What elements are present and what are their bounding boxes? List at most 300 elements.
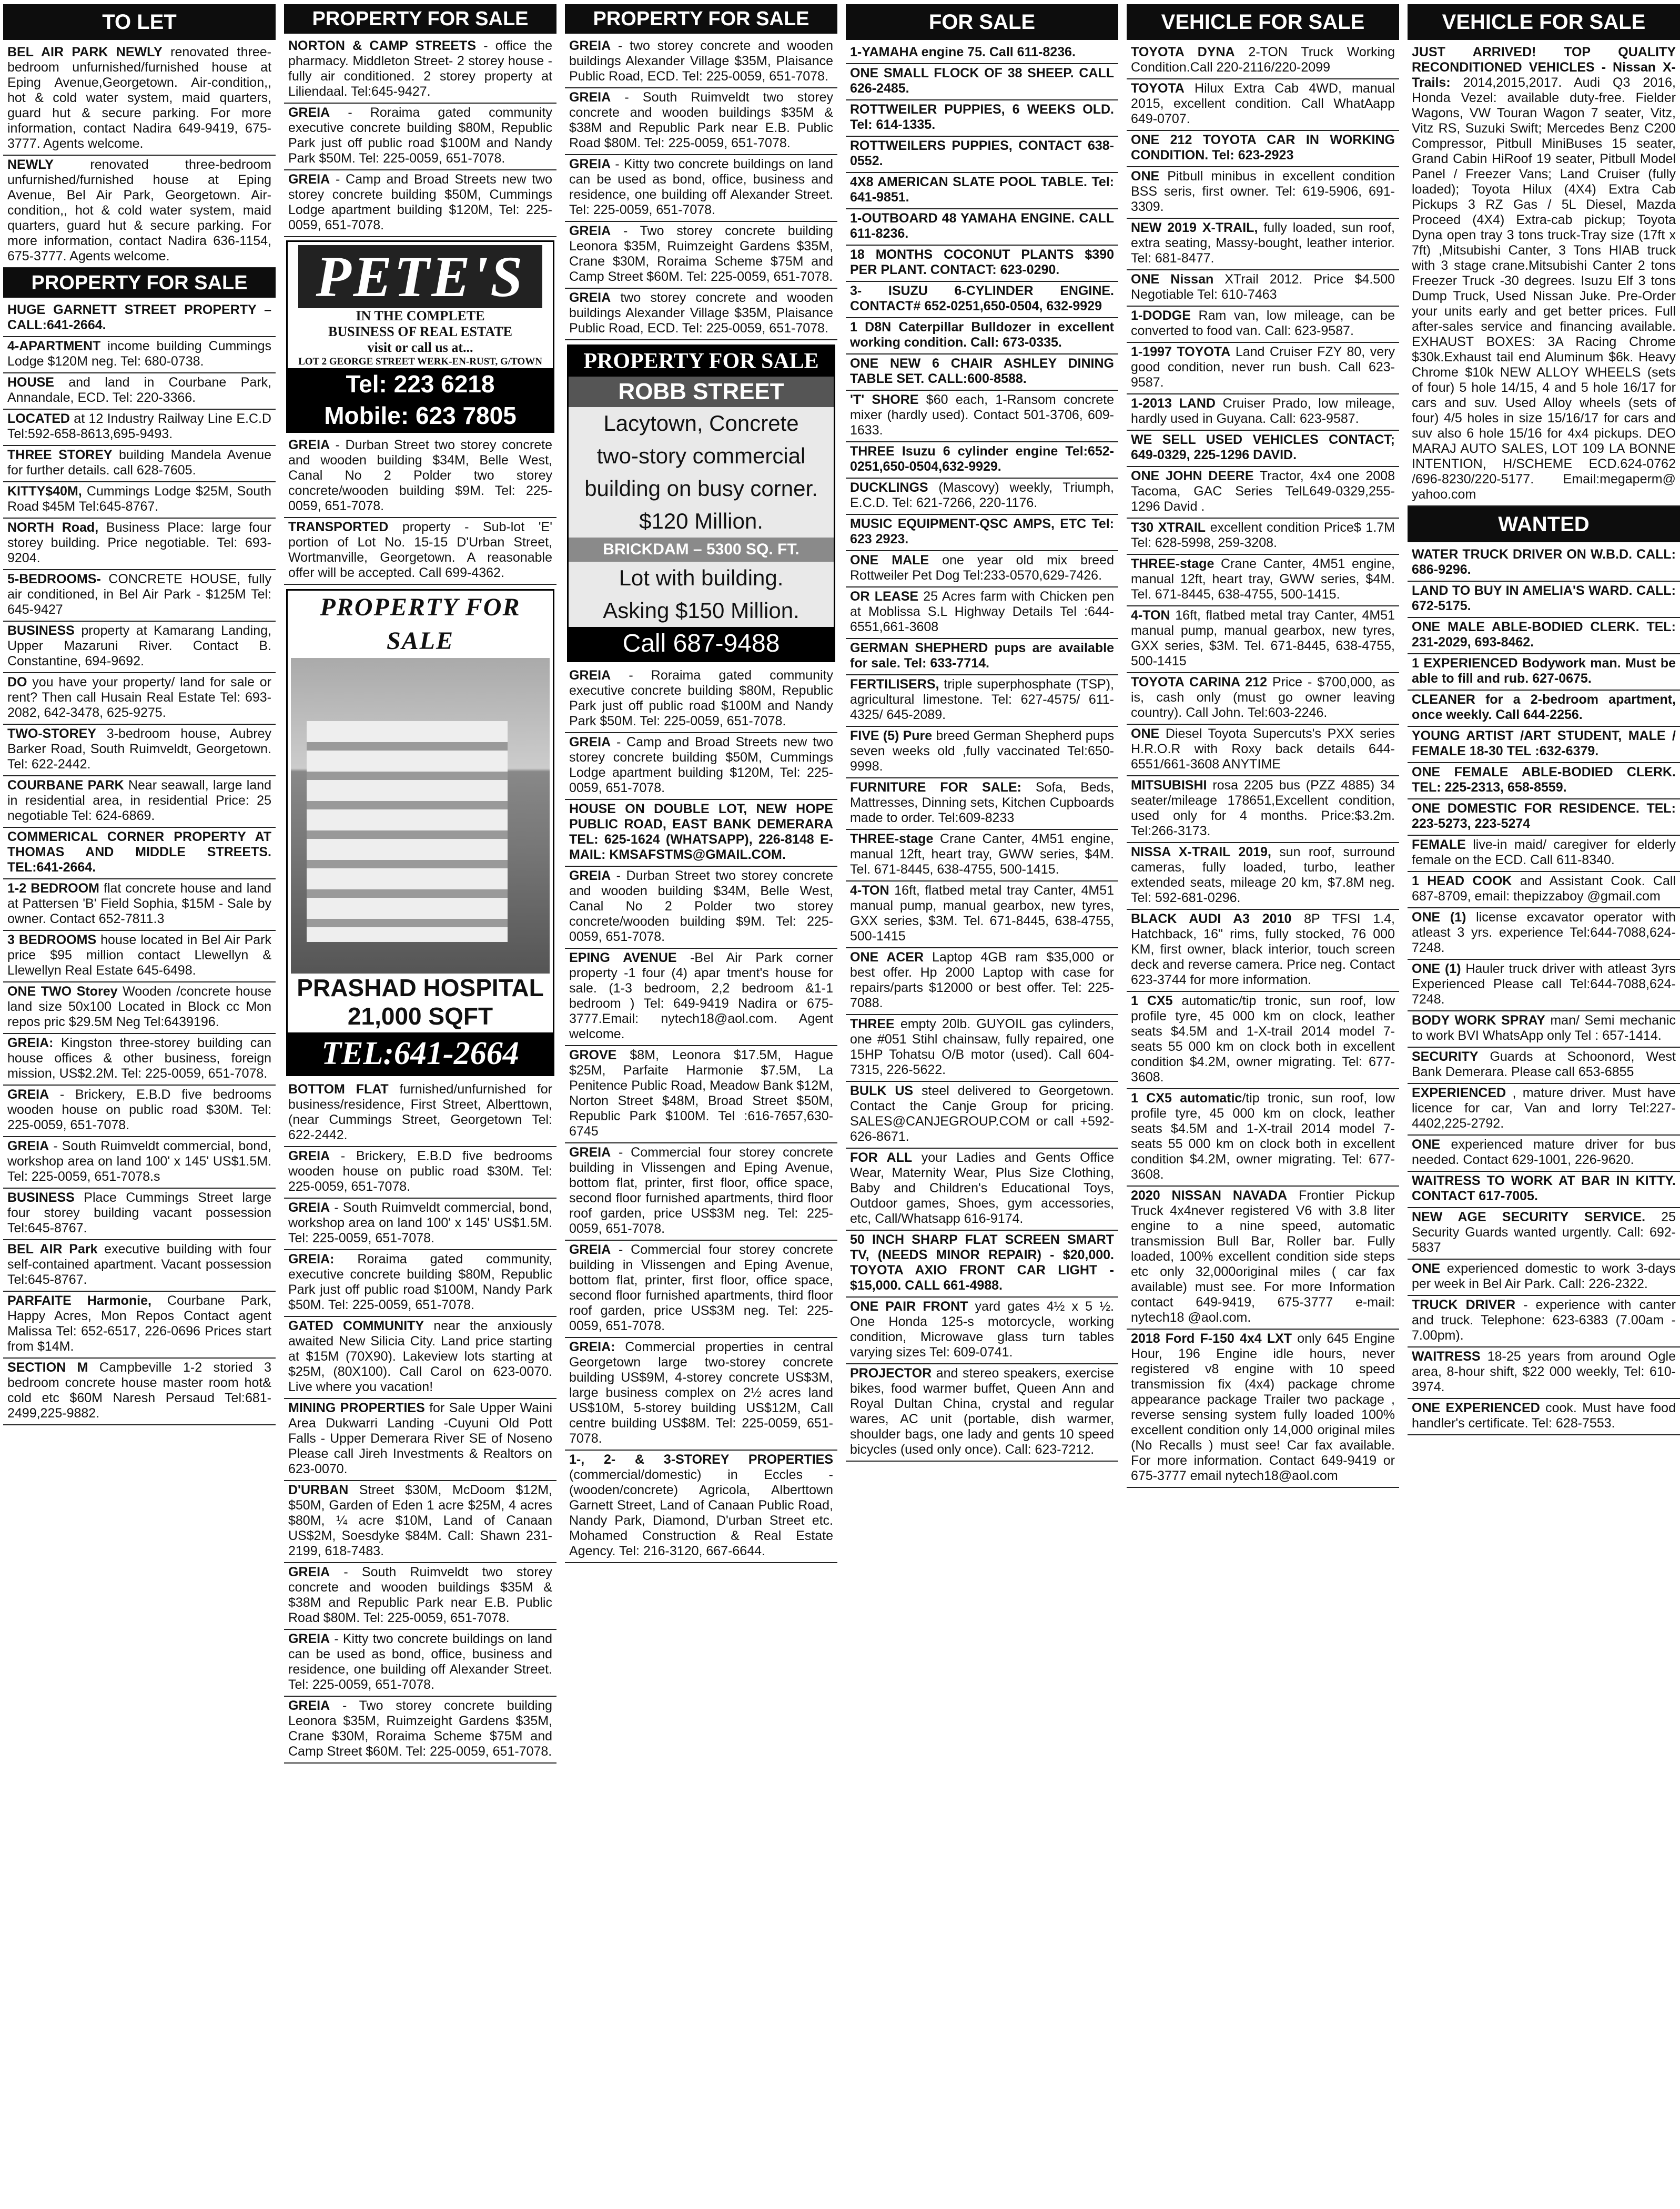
classified-ad [1127,431,1399,467]
ad-text: Place Cummings Street large four storey building vacant possession Tel:645-8767. [7,1190,271,1235]
classified-ad [3,373,276,410]
classified-ad [565,289,837,340]
ad-keyword: GREIA [288,1698,330,1713]
ad-keyword: BULK US [850,1083,914,1098]
classified-ad [565,88,837,155]
classified-ad [565,867,837,949]
ad-keyword: 1 EXPERIENCED Bodywork man. Must be able to fill and rub. 627-0675. [1412,656,1676,686]
ad-text: Cummings Lodge $25M, South Road $45M Tel:645-8767. [7,484,271,514]
classified-ad [565,666,837,733]
ad-text: (Mascovy) weekly, Triumph, E.C.D. Tel: 621-7266, 220-1176. [850,480,1114,510]
classified-ad [1127,131,1399,167]
classified-ad [3,446,276,482]
ad-keyword: EPING AVENUE [569,950,677,965]
ad-keyword: 18 MONTHS COCONUT PLANTS $390 PER PLANT. CONTACT: 623-0290. [850,247,1114,277]
classified-ad [846,246,1118,282]
ad-text: house located in Bel Air Park price $95 million contact Llewellyn & Llewellyn Real Estate 645-6498. [7,933,271,978]
ad-keyword: TRUCK DRIVER [1412,1298,1516,1312]
ad-text: - experience with canter and truck. Telephone: 623-6383 (7.00am - 7.00pm). [1412,1298,1676,1343]
classified-ad [565,37,837,88]
classified-ad [846,830,1118,881]
classified-ad [1127,910,1399,992]
classified-ad [565,222,837,289]
ad-text: Kingston three-storey building can house offices & other business, foreign mission, US$2.2M. Tel: 225-0059, 651-7078. [7,1036,271,1081]
ad-text: 3-bedroom house, Aubrey Barker Road, South Ruimveldt, Georgetown. Tel: 622-2442. [7,726,271,772]
robb-call: Call 687-9488 [569,627,834,661]
pete-mobile: Mobile: 623 7805 [288,400,553,431]
classified-ad [3,879,276,931]
prashad-title: PROPERTY FOR SALE [320,593,521,655]
ad-keyword: GERMAN SHEPHERD pups are available for sale. Tel: 633-7714. [850,641,1114,671]
classified-ad [284,1630,556,1697]
ad-keyword: FEMALE [1412,837,1466,852]
ad-keyword: 1-DODGE [1131,308,1191,323]
classified-ad [846,675,1118,727]
ad-keyword: COURBANE PARK [7,778,124,793]
ad-keyword: GREIA [569,1242,611,1257]
classified-ad [3,776,276,828]
robb-line-2: two-story commercial [569,440,834,472]
classified-ad [1408,691,1680,727]
robb-brickdam: BRICKDAM – 5300 SQ. FT. [569,538,834,562]
ad-text: experienced domestic to work 3-days per week in Bel Air Park. Call: 226-2322. [1412,1261,1676,1291]
classified-ad [284,1199,556,1250]
ad-text: and land in Courbane Park, Annandale, ECD. Tel: 220-3366. [7,375,271,405]
classified-ad [1127,1089,1399,1187]
ad-text: yard gates 4½ x 5 ½. One Honda 125-s motorcycle, working condition, Microwave glass turn tables varying sizes Tel: 609-0741. [850,1299,1114,1360]
classified-ad [846,64,1118,100]
classified-ad [1127,79,1399,131]
ad-text: Hilux Extra Cab 4WD, manual 2015, excellent condition. Call WhatAapp 649-0707. [1131,81,1395,126]
classified-ad [3,570,276,622]
ad-text: Crane Canter, 4M51 engine, manual 12ft, heart tray, GWW series, $4M. Tel. 671-8445, 638-4755, 500-1415. [850,832,1114,877]
ad-keyword: 2020 NISSAN NAVADA [1131,1188,1288,1203]
ad-text: - Roraima gated community executive concrete building $80M, Republic Park just off public road $100M and Nandy Park $50M. Tel: 225-0059, 651-7078. [288,105,552,166]
ad-text: furnished/unfurnished for business/residence, First Street, Alberttown, (near Cummings Street, Georgetown Tel: 622-2442. [288,1082,552,1142]
ad-keyword: ONE (1) [1412,910,1466,925]
ad-text: steel delivered to Georgetown. Contact the Canje Group for pricing. SALES@CANJEGROUP.COM or call +592-626-8671. [850,1083,1114,1144]
ad-text: experienced mature driver for bus needed. Contact 629-1001, 226-9620. [1412,1137,1676,1167]
building-photo [291,658,550,974]
robb-line-1: Lacytown, Concrete [569,407,834,440]
ad-keyword: WAITRESS TO WORK AT BAR IN KITTY. CONTACT 617-7005. [1412,1173,1676,1203]
ad-keyword: YOUNG ARTIST /ART STUDENT, MALE / FEMALE 18-30 TEL :632-6379. [1412,728,1676,758]
logo: PETE'S [298,245,542,308]
ad-keyword: SECURITY [1412,1049,1479,1064]
ad-keyword: GREIA [569,157,611,171]
ad-keyword: ONE MALE [850,553,929,568]
ad-text: - Kitty two concrete buildings on land can be used as bond, office, business and residence, one building off Alexander Street. Tel: 225-0059, 651-7078. [569,157,833,217]
prashad-tel: TEL:641-2664 [288,1032,553,1075]
ad-keyword: GREIA: [569,1340,615,1354]
classified-ad [3,828,276,879]
ad-keyword: ONE EXPERIENCED [1412,1401,1540,1415]
ad-text: $60 each, 1-Ransom concrete mixer (hardly used). Contact 501-3706, 609-1633. [850,392,1114,438]
classified-ad [284,37,556,104]
section-heading: PROPERTY FOR SALE [565,4,837,34]
ad-text: Land Cruiser FZY 80, very good condition, never run bush. Call 623-9587. [1131,344,1395,390]
classified-ad [1408,43,1680,506]
ad-keyword: D'URBAN [288,1483,349,1497]
ad-keyword: ROTTWEILER PUPPIES, 6 WEEKS OLD. Tel: 614-1335. [850,102,1114,132]
ad-keyword: HOUSE ON DOUBLE LOT, NEW HOPE PUBLIC ROAD, EAST BANK DEMERARA TEL: 625-1624 (WHATSAPP), 226-8148 E-MAIL: KMSAFSTMS@GMAIL.COM. [569,802,833,862]
ad-keyword: CLEANER for a 2-bedroom apartment, once weekly. Call 644-2256. [1412,692,1676,722]
classified-ad [846,318,1118,354]
classified-ad [284,1399,556,1481]
classified-ad [846,137,1118,173]
ad-text: triple superphosphate (TSP), agricultural limestone. Tel: 627-4575/ 611-4325/ 645-2089. [850,677,1114,722]
ad-text: automatic/tip tronic, sun roof, low profile tyre, 45 000 km on clock, leather seats $4.5M and 1-X-trail 2014 model 7-seats 55 000 km on clock both in excellent condition $4.2M, owner migrating. Tel: 677-3608. [1131,994,1395,1085]
ad-text: Laptop 4GB ram $35,000 or best offer. Hp 2000 Laptop with case for repairs/parts $12000 or best offer. Tel: 225-7088. [850,950,1114,1010]
ad-keyword: ONE FEMALE ABLE-BODIED CLERK. TEL: 225-2313, 658-8559. [1412,765,1676,795]
ad-text: Roraima gated community, executive concrete building $80M, Republic Park just off public road $100M, Nandy Park $50M. Tel: 225-0059, 651-7078. [288,1252,552,1312]
ad-keyword: GREIA: [288,1252,335,1266]
ad-keyword: ONE 212 TOYOTA CAR IN WORKING CONDITION. Tel: 623-2923 [1131,133,1395,163]
ad-keyword: 3- ISUZU 6-CYLINDER ENGINE. CONTACT# 652-0251,650-0504, 632-9929 [850,283,1114,313]
ad-keyword: BODY WORK SPRAY [1412,1013,1545,1028]
ad-text: - Kitty two concrete buildings on land can be used as bond, office, business and residence, one building off Alexander Street. Tel: 225-0059, 651-7078. [288,1632,552,1692]
classified-ad [1408,654,1680,691]
classified-ad [1408,582,1680,618]
ad-keyword: ONE PAIR FRONT [850,1299,968,1314]
ad-keyword: GREIA [569,290,611,305]
ad-keyword: GREIA: [7,1036,54,1050]
ad-keyword: GREIA [569,90,611,105]
classified-ad [284,1317,556,1399]
classified-ad [846,391,1118,442]
ad-keyword: BEL AIR PARK NEWLY [7,45,163,59]
ad-keyword: 1 D8N Caterpillar Bulldozer in excellent working condition. Call: 673-0335. [850,320,1114,350]
ad-text: 25 Security Guards wanted urgently. Call: 692-5837 [1412,1210,1676,1255]
ad-keyword: COMMERICAL CORNER PROPERTY AT THOMAS AND MIDDLE STREETS. TEL:641-2664. [7,829,271,875]
ad-text: breed German Shepherd pups seven weeks old ,fully vaccinated Tel:650-9998. [850,728,1114,774]
ad-text: /tip tronic, sun roof, low profile tyre, 45 000 km on clock, leather seats $4.5M and 1-X-trail 2014 model 7-seats 55 000 km on clock both in excellent condition $4.2M, owner migrating. Tel: 677-3608. [1131,1091,1395,1182]
ad-keyword: 1-OUTBOARD 48 YAMAHA ENGINE. CALL 611-8236. [850,211,1114,241]
ad-keyword: ONE ACER [850,950,924,965]
ad-keyword: TOYOTA [1131,81,1185,96]
classified-ad [284,170,556,237]
ad-keyword: GREIA [288,1632,330,1646]
ad-text: man/ Semi mechanic to work BVI WhatsApp only Tel : 657-1414. [1412,1013,1676,1043]
building-shape [307,721,508,942]
ad-keyword: WE SELL USED VEHICLES CONTACT; 649-0329, 225-1296 DAVID. [1131,432,1395,462]
ad-text: property at Kamarang Landing, Upper Mazaruni River. Contact B. Constantine, 694-9692. [7,623,271,668]
ad-keyword: THREE [850,1017,895,1031]
ad-text: you have your property/ land for sale or rent? Then call Husain Real Estate Tel: 693-2082, 642-3478, 625-9275. [7,675,271,720]
ad-text: - South Ruimveldt commercial, bond, workshop area on land 100' x 145' US$1.5M. Tel: 225-0059, 651-7078.s [7,1139,271,1184]
classified-ad [3,982,276,1034]
ad-keyword: GREIA [288,172,330,187]
classified-ad [846,639,1118,675]
ad-keyword: KITTY$40M, [7,484,82,499]
classified-ad [1408,1260,1680,1296]
classified-ad [846,881,1118,948]
ad-keyword: 4-TON [850,883,889,898]
ad-keyword: 4X8 AMERICAN SLATE POOL TABLE. Tel: 641-9851. [850,175,1114,205]
ad-keyword: THREE-stage [1131,556,1215,571]
ad-keyword: THREE Isuzu 6 cylinder engine Tel:652-0251,650-0504,632-9929. [850,444,1114,474]
ad-text: XTrail 2012. Price $4.500 Negotiable Tel: 610-7463 [1131,272,1395,302]
ad-keyword: NORTON & CAMP STREETS [288,38,476,53]
classified-ad [846,479,1118,515]
pete-tel: Tel: 223 6218 [288,368,553,400]
classified-ad [846,173,1118,209]
ad-text: 2014,2015,2017. Audi Q3 2016, Honda Vezel: available duty-free. Fielder Wagons, VW Touran Wagon 7 seater, Vitz, Vitz RS, Suzuki Swift; Mercedes Benz C200 Compressor, Pitbull MiniBuses 15 seater, Grand Cabin HiRoof 19 seater, Pitbull Model Panel / Freezer Vans; Land Cruiser (fully loaded); Toyota Hilux (4X4) Extra Cab Pickups 3 RZ Gas / 5L Diesel, Mazda Proceed (4X4) Extra-cab pickup; Toyota Dyna open tray 3 tons truck-Tray size (17ft x 7ft) ,Mitsubishi Canter, 3 Tons HIAB truck with 3 stage crane.Mitsubishi Canter 2 tons Freezer Truck -30 degrees. Isuzu Elf 3 tons Dump Truck, Used Nissan Juke. Pre-Order your units early and get better prices. Full after-sales service and financing available. EXHAUST BOXES: 3A Racing Chrome $30k.Exhaust tail end Aluminum $6k. Heavy Chrome $10k NEW ALLOY WHEELS (sets of four) 5 hole 14/15, 4 and 5 hole 16/17 for cars and suv. Used Alloy wheels (sets of four) 4/5 holes in size 15/16/17 for cars and suv also 6 hole 15/16 for 4x4 pickups. DEO MARAJ AUTO SALES, LOT 109 LA BONNE INTENTION, H/SCHEME ECD.624-0762 /696-8230/220-5177. Email:megaperm@ yahoo.com [1412,75,1676,502]
classified-ad [1408,1296,1680,1347]
classified-ad [3,1189,276,1240]
ad-keyword: GREIA [569,868,611,883]
robb-line-3: building on busy corner. [569,472,834,505]
classified-ad [284,1147,556,1199]
classified-ad [1127,270,1399,307]
ad-text: $8M, Leonora $17.5M, Hague $25M, Parfaite Harmonie $7.5M, La Penitence Public Road, Meadow Bank $12M, Norton Street $48M, Broad Street $50M, Republic Park $100M. Tel :616-7657,630-6745 [569,1048,833,1139]
ad-text: live-in maid/ caregiver for elderly female on the ECD. Call 611-8340. [1412,837,1676,867]
classified-ad [3,482,276,519]
ad-text: - Roraima gated community executive concrete building $80M, Republic Park just off public road $100M and Nandy Park $50M. Tel: 225-0059, 651-7078. [569,668,833,728]
classified-ad [1127,219,1399,270]
ad-keyword: HUGE GARNETT STREET PROPERTY – CALL:641-2664. [7,302,271,332]
ad-keyword: ONE Nissan [1131,272,1214,287]
classified-ad [565,1241,837,1338]
classified-ad [1127,725,1399,776]
ad-keyword: GREIA [288,105,330,120]
ad-text: 18-25 years from around Ogle area, 8-hour shift, $22 000 weekly, Tel: 610-3974. [1412,1349,1676,1394]
ad-text: income building Cummings Lodge $120M neg. Tel: 680-0738. [7,339,271,369]
ad-text: - South Ruimveldt commercial, bond, workshop area on land 100' x 145' US$1.5M. Tel: 225-0059, 651-7078. [288,1200,552,1245]
classified-ad [846,727,1118,778]
classified-ad [1127,673,1399,725]
ad-text: - Commercial four storey concrete building in Vlissengen and Eping Avenue, bottom flat, printer, first floor, office space, second floor furnished apartments, third floor roof garden, price US$3M neg. Tel: 225-0059, 651-7078. [569,1242,833,1333]
ad-text: at 12 Industry Railway Line E.C.D Tel:592-658-8613,695-9493. [7,411,271,441]
column-property-for-sale-a [284,4,556,2207]
ad-keyword: 1-, 2- & 3-STOREY PROPERTIES [569,1452,833,1467]
ad-text: Price - $700,000, as is, cash only (must go owner leaving country). Call John. Tel:603-2246. [1131,675,1395,720]
ad-keyword: WATER TRUCK DRIVER ON W.B.D. CALL: 686-9296. [1412,547,1676,577]
ad-keyword: ONE [1131,169,1160,184]
classified-ad [1408,872,1680,908]
ad-text: property - Sub-lot 'E' portion of Lot No. 15-15 D'Urban Street, Wortmanville, Georgetown. A reasonable offer will be accepted. Call 699-4362. [288,520,552,580]
ad-keyword: 4-APARTMENT [7,339,101,353]
ad-keyword: FIVE (5) Pure [850,728,933,743]
ad-keyword: 'T' SHORE [850,392,919,407]
ad-keyword: TOYOTA CARINA 212 [1131,675,1267,690]
ad-text: cook. Must have food handler's certificate. Tel: 628-7553. [1412,1401,1676,1431]
petes-real-estate-ad [286,240,554,433]
column-property-for-sale-b [565,4,837,2207]
ad-keyword: T30 XTRAIL [1131,520,1206,535]
ad-keyword: BEL AIR Park [7,1242,98,1257]
ad-text: Sofa, Beds, Mattresses, Dinning sets, Kitchen Cupboards made to order. Tel:609-8233 [850,780,1114,825]
ad-keyword: GREIA [7,1087,49,1102]
ad-keyword: GREIA [288,1565,330,1579]
prashad-name: PRASHAD HOSPITAL [297,974,544,1001]
ad-text: flat concrete house and land at Pattersen 'B' Field Sophia, $15M - Sale by owner. Contact 652-7811.3 [7,881,271,926]
classified-ad [846,551,1118,587]
ad-keyword: ONE TWO Storey [7,984,118,999]
section-heading: FOR SALE [846,4,1118,40]
classified-ad [1127,394,1399,431]
ad-keyword: 5-BEDROOMS- [7,572,101,586]
ad-text: executive building with four self-contained apartment. Vacant possession Tel:645-8767. [7,1242,271,1287]
robb-price-2: Asking $150 Million. [569,594,834,627]
ad-keyword: EXPERIENCED [1412,1086,1506,1100]
ad-keyword: ONE [1412,1137,1441,1152]
classified-ad [3,1240,276,1292]
classified-ad [846,1082,1118,1149]
classified-ad [1408,1347,1680,1399]
classified-ad [1408,1136,1680,1172]
ad-keyword: 1-YAMAHA engine 75. Call 611-8236. [850,45,1076,59]
ad-text: Crane Canter, 4M51 engine, manual 12ft, heart tray, GWW series, $4M. Tel. 671-8445, 638-4755, 500-1415. [1131,556,1395,602]
ad-keyword: 1-2013 LAND [1131,396,1216,411]
ad-keyword: NORTH Road, [7,520,99,535]
classified-ad [3,1086,276,1137]
classified-ad [1408,618,1680,654]
classified-ad [846,1364,1118,1462]
classified-ad [3,622,276,673]
classified-ad [1127,167,1399,219]
ad-text: Ram van, low mileage, can be converted to food van. Call: 623-9587. [1131,308,1395,338]
ad-text: 25 Acres farm with Chicken pen at Moblissa S.L Highway Details Tel :644-6551,661-3608 [850,589,1115,634]
ad-text: 16ft, flatbed metal tray Canter, 4M51 manual pump, manual gearbox, new tyres, GXX series, $3M. Tel. 671-8445, 638-4755, 500-1415 [1131,608,1395,668]
ad-keyword: GREIA [288,438,330,452]
ad-text: 8P TFSI 1.4, Hatchback, 16" rims, fully stocked, 76 000 KM, first owner, black interior, touch screen deck and reverse camera. Price neg. Contact 623-3744 for more information. [1131,911,1395,987]
ad-keyword: OR LEASE [850,589,919,604]
ad-keyword: ONE DOMESTIC FOR RESIDENCE. TEL: 223-5273, 223-5274 [1412,801,1676,831]
classified-ad [284,104,556,170]
ad-text: Diesel Toyota Supercuts's PXX series H.R.O.R with Roxy back details 644-6551/661-3608 ANYTIME [1131,726,1395,772]
classified-ad [284,1250,556,1317]
classified-ad [3,43,276,156]
classified-ad [1408,1208,1680,1260]
classified-ad [1127,992,1399,1089]
classified-ad [1408,1011,1680,1048]
classified-ad [284,436,556,518]
prashad-hospital-ad [286,589,554,1076]
ad-keyword: DUCKLINGS [850,480,928,495]
classified-ad [1127,555,1399,606]
ad-keyword: GREIA [288,1149,330,1163]
ad-text: license excavator operator with atleast 3 yrs. experience Tel:644-7088,624-7248. [1412,910,1676,955]
classified-ad [1408,1172,1680,1208]
ad-text: Campbeville 1-2 storied 3 bedroom concrete house master room hot& cold etc $60M Naresh Persaud Tel:681-2499,225-9882. [7,1360,271,1421]
ad-text: Commercial properties in central Georgetown large two-storey concrete building US$9M, 4-storey concrete US$3M, large business complex on 2½ acres land US$10M, 5-storey building US$12M, Call centre building US$8M. Tel: 225-0059, 651-7078. [569,1340,833,1446]
ad-keyword: 1-2 BEDROOM [7,881,99,896]
ad-text: -Bel Air Park corner property -1 four (4) apar tment's house for sale. (1-3 bedroom, 2,2 bedroom &1-1 bedroom ) Tel: 649-9419 Nadira or 675-3777.Email: nytech18@aol.com. Agent welcome. [569,950,833,1041]
ad-text: Pitbull minibus in excellent condition BSS seris, first owner. Tel: 619-5906, 691-3309. [1131,169,1395,214]
ad-keyword: TRANSPORTED [288,520,389,534]
classified-ad [846,1149,1118,1231]
classified-ad [284,1697,556,1764]
ad-keyword: TOYOTA DYNA [1131,45,1235,59]
ad-text: - Durban Street two storey concrete and wooden building $34M, Belle West, Canal No 2 Polder two storey concrete/wooden building $9M. Tel: 225-0059, 651-7078. [569,868,833,944]
ad-keyword: GREIA [569,1145,611,1160]
ad-keyword: TWO-STOREY [7,726,96,741]
ad-text: Near seawall, large land in residential area, in residential Price: 25 negotiable Tel: 624-6869. [7,778,271,823]
ad-keyword: 3 BEDROOMS [7,933,97,947]
ad-keyword: LAND TO BUY IN AMELIA'S WARD. CALL: 672-5175. [1412,583,1676,613]
ad-text: - Two storey concrete building Leonora $35M, Ruimzeight Gardens $35M, Crane $30M, Roraima Scheme $75M and Camp Street $60M. Tel: 225-0059, 651-7078. [569,224,833,284]
ad-keyword: 4-TON [1131,608,1170,623]
classified-ad [1127,307,1399,343]
classified-ad [1408,836,1680,872]
ad-keyword: GROVE [569,1048,617,1062]
ad-keyword: MITSUBISHI [1131,778,1207,793]
ad-keyword: GREIA [569,38,611,53]
classified-ad [1127,1330,1399,1488]
classified-ad [846,1298,1118,1364]
ad-text: - Durban Street two storey concrete and wooden building $34M, Belle West, Canal No 2 Polder two storey concrete/wooden building $9M. Tel: 225-0059, 651-7078. [288,438,552,513]
ad-text: Cruiser Prado, low mileage, hardly used in Guyana. Call: 623-9587. [1131,396,1395,426]
classified-ad [3,725,276,776]
classified-ad [3,519,276,570]
robb-street: ROBB STREET [569,377,834,407]
classified-ad [3,301,276,337]
classified-ad [1127,467,1399,519]
classified-ad [846,778,1118,830]
classified-ad [565,800,837,867]
classified-ad [1408,960,1680,1011]
ad-text: , mature driver. Must have licence for car, Van and lorry Tel:227-4402,225-2792. [1412,1086,1676,1131]
ad-keyword: BLACK AUDI A3 2010 [1131,911,1292,926]
ad-keyword: FOR ALL [850,1150,913,1165]
classified-ad [3,1137,276,1189]
ad-keyword: 1 CX5 [1131,994,1173,1008]
ad-text: - Commercial four storey concrete building in Vlissengen and Eping Avenue, bottom flat, printer, first floor, office space, second floor furnished apartments, third floor roof garden, price US$3M neg. Tel: 225-0059, 651-7078. [569,1145,833,1236]
column-vehicle-for-sale-b [1408,4,1680,2207]
classified-ad [3,1034,276,1086]
ad-text: Courbane Park, Happy Acres, Mon Repos Contact agent Malissa Tel: 652-6517, 226-0696 Prices start from $14M. [7,1293,272,1354]
classified-ad [1408,1048,1680,1084]
classified-ad [1408,1399,1680,1435]
ad-keyword: ONE [1412,1261,1441,1276]
ad-keyword: BUSINESS [7,1190,75,1205]
classified-ad [284,1080,556,1147]
ad-text: Street $30M, McDoom $12M, $50M, Garden of Eden 1 acre $25M, 4 acres $80M, ¼ acre $10M, Land of Canaan US$2M, Soesdyke $84M. Call: Shawn 231-2199, 618-7483. [288,1483,552,1558]
pete-line-1: IN THE COMPLETE [356,308,485,323]
ad-keyword: MUSIC EQUIPMENT-QSC AMPS, ETC Tel: 623 2923. [850,516,1114,546]
classified-ad [565,949,837,1046]
ad-keyword: GATED COMMUNITY [288,1319,424,1333]
ad-keyword: 2018 Ford F-150 4x4 LXT [1131,1331,1292,1346]
ad-keyword: ONE [1131,726,1160,741]
ad-keyword: GREIA [7,1139,49,1153]
ad-keyword: GREIA [569,735,611,749]
classified-ad [3,156,276,268]
robb-line-4: Lot with building. [569,562,834,594]
classified-ad [1408,799,1680,836]
ad-text: renovated three-bedroom unfurnished/furnished house at Eping Avenue, Bel Air Park, Georgetown. Air-condition,, hot & cold water system, maid quarters, guard hut & secure parking. For more information, contact Nadira 636-1154, 675-3777. Agents welcome. [7,157,271,264]
ad-text: Hauler truck driver with atleast 3yrs Experienced Please call Tel:644-7088,624-7248. [1412,961,1676,1007]
pete-line-2: BUSINESS OF REAL ESTATE [328,324,512,339]
ad-keyword: HOUSE [7,375,54,390]
ad-keyword: 1 HEAD COOK [1412,874,1512,888]
ad-text: and stereo speakers, exercise bikes, food warmer buffet, Queen Ann and Royal Dultan China, crystal and regular wares, AC unit (portable, dish warmer, shoulder bags, one lady and gents 10 speed bicycles (used only once). Call: 623-7212. [850,1366,1114,1457]
column-for-sale [846,4,1118,2207]
ad-keyword: SECTION M [7,1360,88,1375]
robb-street-ad [567,344,835,662]
ad-text: - Camp and Broad Streets new two storey concrete building $50M, Cummings Lodge apartment building $120M, Tel: 225-0059, 651-7078. [288,172,552,232]
ad-keyword: 50 INCH SHARP FLAT SCREEN SMART TV, (NEEDS MINOR REPAIR) - $20,000. TOYOTA AXIO FRONT CAR LIGHT - $15,000. CALL 661-4988. [850,1232,1114,1293]
pete-line-3: visit or call us at... [367,340,473,355]
ad-text: - two storey concrete and wooden buildings Alexander Village $35M, Plaisance Public Road, ECD. Tel: 225-0059, 651-7078. [569,38,833,84]
classified-ad [846,354,1118,391]
ad-text: for Sale Upper Waini Area Dukwarri Landing -Cuyuni Old Pott Falls - Upper Demerara River SE of Noseno Please call Jireh Investments & Realtors on 623-0070. [288,1401,552,1476]
ad-keyword: ONE (1) [1412,961,1461,976]
ad-keyword: ONE NEW 6 CHAIR ASHLEY DINING TABLE SET. CALL:600-8588. [850,356,1114,386]
classified-ad [1127,1187,1399,1330]
classified-ad [846,948,1118,1015]
